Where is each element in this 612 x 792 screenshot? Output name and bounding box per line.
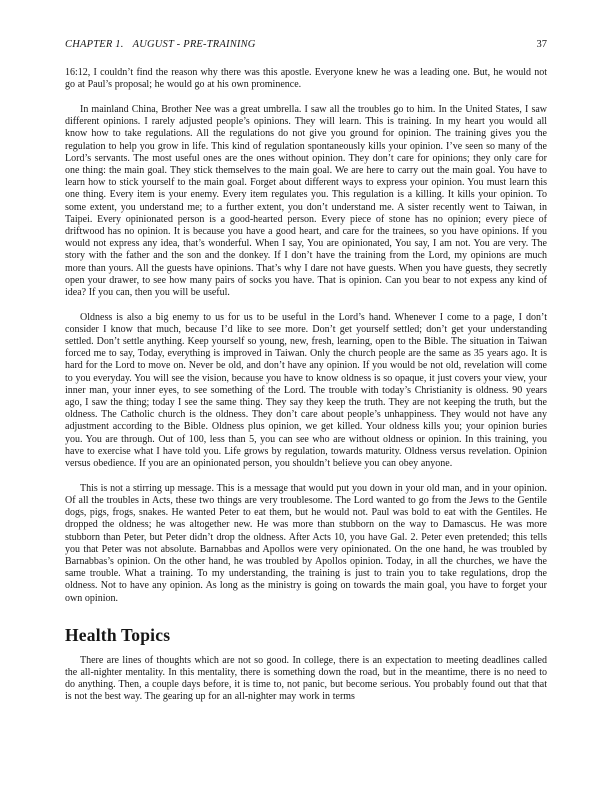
section-heading: Health Topics: [65, 624, 171, 645]
page-number: 37: [536, 39, 547, 50]
paragraph-continuation: 16:12, I couldn’t find the reason why there was this apostle. Everyone knew he was a leading one. But, he would not go at Paul’s proposal; he would go at his own prominence.: [65, 67, 547, 91]
paragraph: In mainland China, Brother Nee was a great umbrella. I saw all the troubles go to him. In the United States, I saw different opinions. I rarely adjusted people’s opinions. They will learn. This is training. In my heart you would all know how to take regulations. All the regulations do not give you ground for opinion. The training gives you the regulation to help you grow in life. This kind of regulation spontaneously kills your opinion. I’ve seen so many of the Lord’s servants. The most useful ones are the ones without opinion. They don’t care for opinions; they only care for one thing: the main goal. They stick themselves to the main goal. We are here to carry out the main goal. You have to learn how to stick yourself to the main goal. Forget about different ways to express your opinion. You must learn this one thing. Every item is your enemy. Every item regulates you. This regulation is a killing. It kills your opinion. To some extent, you understand me; to a further extent, you don’t understand me. A sister recently went to Taiwan, in Taipei. Every opinionated person is a good-hearted person. Every piece of stone has no opinion; every piece of driftwood has no opinion. It is because you have a good heart, and care for the trainees, so you have opinions. If you would not express any idea, that’s wonderful. When I say, You are opinionated, You say, I am not. You are very. The story with the father and the son and the donkey. If I don’t have the training from the Lord, my opinions are much more than yours. All the guests have opinions. That’s why I dare not have guests. When you have guests, they secretly open your drawer, to see how many pairs of socks you have. That is opinion. Can you bear to not expess any kind of idea? If you can, then you will be useful.: [65, 103, 547, 298]
page-header: [65, 39, 547, 51]
page-body: [65, 67, 547, 704]
paragraph: There are lines of thoughts which are not so good. In college, there is an expectation to meeting deadlines called the all-nighter mentality. In this mentality, there is something down the road, but in the meantime, there is no need to do anything. Then, a couple days before, it is time to, not panic, but become serious. You probably found out that that is not the best way. The gearing up for an all-nighter may work in terms: [65, 654, 547, 703]
chapter-title: AUGUST - PRE-TRAINING: [132, 39, 256, 50]
paragraph: Oldness is also a big enemy to us for us to be useful in the Lord’s hand. Whenever I come to a page, I don’t consider I know that much, because I’d like to see more. Don’t get yourself settled; don’t get your understanding settled. Don’t settle anything. Keep yourself so young, new, fresh, learning, open to the Bible. The situation in Taiwan forced me to say, Today, everything is improved in Taiwan. Only the church people are the same as 35 years ago. It is hard for the Lord to move on. Never be old, and don’t have any opinion. If you would be not old, revelation will come to you everyday. You will see the vision, because you have to know oldness is so opaque, it just covers your view, your inner man, your inner eyes, to see something of the Lord. The trouble with today’s Christianity is oldness. 90 years ago, I saw the thing; today I see the same thing. They say they keep the truth. They are not keeping the truth, but the oldness. The Catholic church is the oldness. They don’t care about people’s unhappiness. They would not have any adjustment according to the Bible. Oldness plus opinion, we get killed. Your oldness kills you; your opinion buries you. You are through. Out of 100, less than 5, you can see who are without oldness or opinion. In this training, you have to exercise what I have told you. Life grows by regulation, towards maturity. Oldness versus revelation. Opinion versus obedience. If you are an opinionated person, you shouldn’t believe you can obey anyone.: [65, 311, 547, 470]
paragraph: This is not a stirring up message. This is a message that would put you down in your old man, and in your opinion. Of all the troubles in Acts, these two things are very troublesome. The Lord wanted to go from the Jews to the Gentile dogs, pigs, frogs, snakes. He wanted Peter to eat them, but he would not. Paul was bold to eat with the Gentiles. He dropped the oldness; he was altogether new. He was more than stubborn on the way to Damascus. He was more stubborn than Peter, but Peter didn’t drop the oldness. After Acts 10, you have Gal. 2. Peter even pretended; this tells you that Peter was not absolute. Barnabbas and Apollos were very opinionated. On the one hand, he was troubled by Barnabbas’s opinion. On the other hand, he was troubled by Apollos opinion. Today, in all the churches, we have the same trouble. What a training. To my understanding, the training is just to train you to take regulations, drop the oldness. Not to have any opinion. As long as the ministry is going on towards the main goal, you have to forget your own opinion.: [65, 482, 547, 604]
chapter-header: [65, 39, 256, 51]
chapter-label: CHAPTER 1.: [65, 39, 124, 50]
